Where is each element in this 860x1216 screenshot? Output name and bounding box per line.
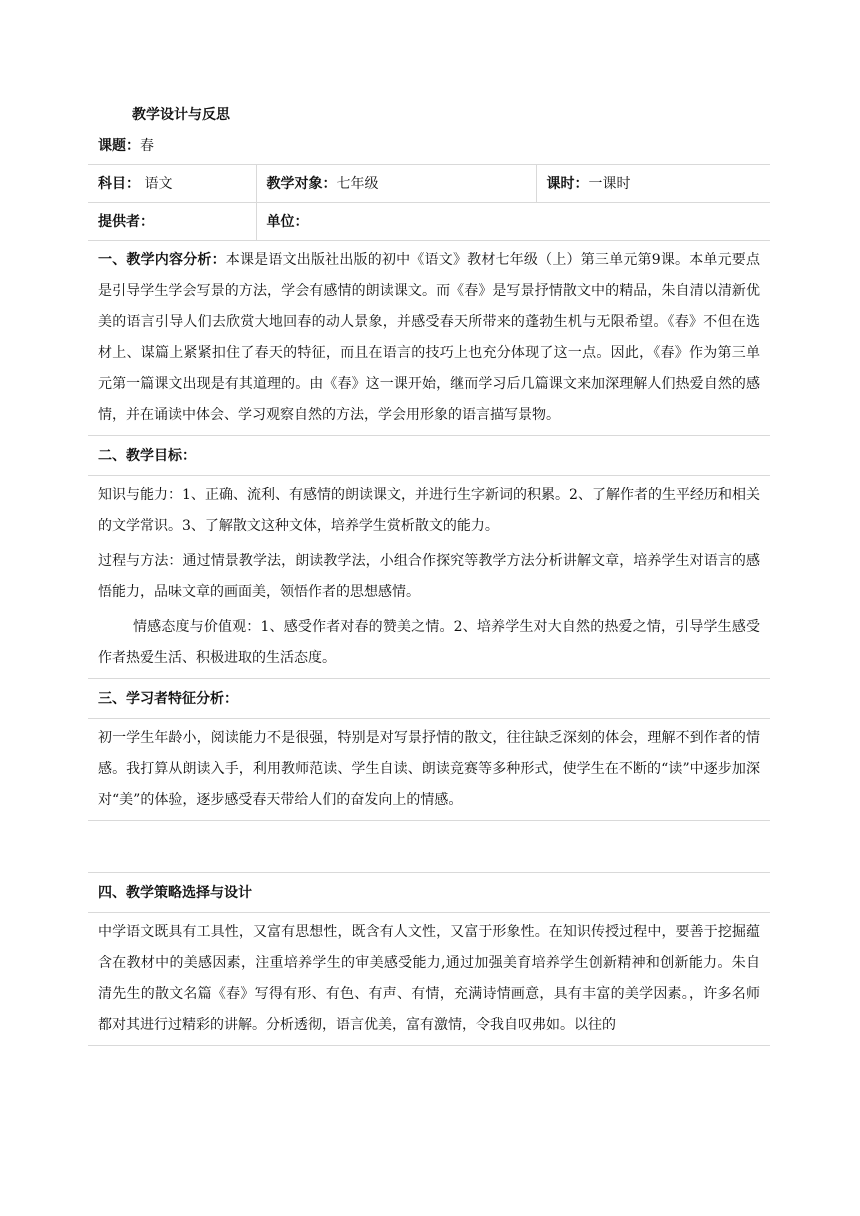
target-value: 七年级 <box>336 176 379 192</box>
page-title: 教学设计与反思 <box>132 107 230 123</box>
objective-emotion: 情感态度与价值观：1、感受作者对春的赞美之情。2、培养学生对大自然的热爱之情，引导学生感受作者热爱生活、积极进取的生活态度。 <box>98 618 760 666</box>
strategy-row <box>88 912 770 1045</box>
objectives-heading-row <box>88 435 770 475</box>
provider-label: 提供者： <box>98 214 154 230</box>
subject-row <box>88 164 770 202</box>
lesson-cell <box>88 126 770 164</box>
objectives-cell <box>88 475 770 678</box>
section2-heading: 二、教学目标： <box>88 435 770 475</box>
section1-heading: 一、教学内容分析： <box>98 251 226 268</box>
unit-label: 单位： <box>266 214 309 230</box>
section1-text: 本课是语文出版社出版的初中《语文》教材七年级（上）第三单元第9课。本单元要点是引导学生学会写景的方法，学会有感情的朗读课文。而《春》是写景抒情散文中的精品，朱自清以清新优美的语言引导人们去欣赏大地回春的动人景象，并感受春天所带来的蓬勃生机与无限希望。《春》不但在选材上、谋篇上紧紧扣住了春天的特征，而且在语言的技巧上也充分体现了这一点。因此，《春》作为第三单元第一篇课文出现是有其道理的。由《春》这一课开始，继而学习后几篇课文来加深理解人们热爱自然的感情，并在诵读中体会、学习观察自然的方法，学会用形象的语言描写景物。 <box>98 251 761 423</box>
hours-value: 一课时 <box>588 176 631 192</box>
learner-cell <box>88 718 770 820</box>
learner-row <box>88 718 770 820</box>
strategy-cell <box>88 912 770 1045</box>
provider-row <box>88 202 770 240</box>
section4-heading: 四、教学策略选择与设计 <box>88 872 770 912</box>
section3-heading: 三、学习者特征分析： <box>88 678 770 718</box>
lesson-plan-table <box>88 126 770 1046</box>
subject-cell <box>88 164 256 202</box>
unit-cell <box>256 202 770 240</box>
hours-label: 课时： <box>546 176 589 192</box>
subject-label: 科目： <box>98 176 140 192</box>
learner-heading-row <box>88 678 770 718</box>
lesson-value: 春 <box>140 137 154 154</box>
subject-value: 语文 <box>140 176 173 192</box>
learner-text: 初一学生年龄小，阅读能力不是很强，特别是对写景抒情的散文，往往缺乏深刻的体会，理解不到作者的情感。我打算从朗读入手，利用教师范读、学生自读、朗读竞赛等多种形式，使学生在不断的“读”中逐步加深对“美”的体验，逐步感受春天带给人们的奋发向上的情感。 <box>98 729 760 808</box>
strategy-heading-row <box>88 872 770 912</box>
content-analysis-cell <box>88 240 770 435</box>
target-cell <box>256 164 536 202</box>
content-analysis-paragraph <box>98 241 760 435</box>
objective-knowledge: 知识与能力：1、正确、流利、有感情的朗读课文，并进行生字新词的积累。2、了解作者的生平经历和相关的文学常识。3、了解散文这种文体，培养学生赏析散文的能力。 <box>98 486 760 534</box>
empty-cell <box>88 820 770 872</box>
strategy-text: 中学语文既具有工具性，又富有思想性，既含有人文性，又富于形象性。在知识传授过程中，要善于挖掘蕴含在教材中的美感因素，注重培养学生的审美感受能力,通过加强美育培养学生创新精神和创新能力。朱自清先生的散文名篇《春》写得有形、有色、有声、有情，充满诗情画意，具有丰富的美学因素。，许多名师都对其进行过精彩的讲解。分析透彻，语言优美，富有激情，令我自叹弗如。以往的 <box>98 923 760 1033</box>
hours-cell <box>536 164 770 202</box>
lesson-label: 课题： <box>98 137 140 154</box>
objectives-row <box>88 475 770 678</box>
content-analysis-row <box>88 240 770 435</box>
provider-cell <box>88 202 256 240</box>
empty-row <box>88 820 770 872</box>
target-label: 教学对象： <box>266 176 337 192</box>
lesson-row <box>88 126 770 164</box>
objective-process: 过程与方法：通过情景教学法，朗读教学法，小组合作探究等教学方法分析讲解文章，培养学生对语言的感悟能力，品味文章的画面美，领悟作者的思想感情。 <box>98 552 760 600</box>
